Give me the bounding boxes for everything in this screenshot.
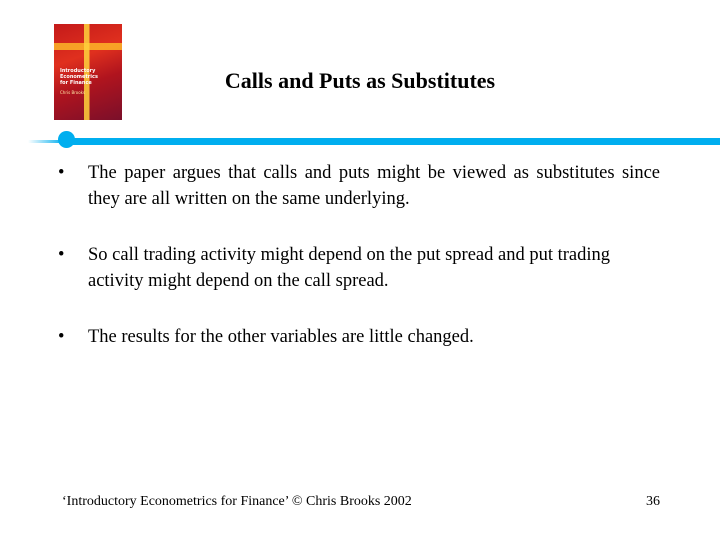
- page-number: 36: [646, 494, 660, 509]
- cover-title-line: Introductory: [60, 68, 96, 74]
- bullet-text: The results for the other variables are little changed.: [88, 327, 474, 347]
- bullet-item: [56, 160, 660, 212]
- bullet-item: [56, 324, 660, 350]
- bullet-list: [56, 160, 660, 350]
- book-cover-title: [60, 68, 118, 86]
- book-cover-author: Chris Brooks: [60, 90, 86, 95]
- title-rule-dot: [58, 131, 75, 148]
- cover-title-line: Econometrics: [60, 74, 98, 80]
- bullet-icon: •: [58, 245, 65, 265]
- bullet-text: So call trading activity might depend on the put spread and put trading activity might depend on the call spread.: [88, 245, 610, 291]
- bullet-icon: •: [58, 163, 65, 183]
- bullet-item: [56, 242, 660, 294]
- cover-title-line: for Finance: [60, 80, 92, 86]
- title-rule: [64, 138, 720, 145]
- bullet-icon: •: [58, 327, 65, 347]
- slide-title: Calls and Puts as Substitutes: [224, 68, 496, 93]
- footer-citation: ‘Introductory Econometrics for Finance’ © Chris Brooks 2002: [62, 494, 412, 509]
- book-cover-image: [54, 24, 122, 120]
- bullet-text: The paper argues that calls and puts might be viewed as substitutes since they are all written on the same underlying.: [88, 163, 660, 209]
